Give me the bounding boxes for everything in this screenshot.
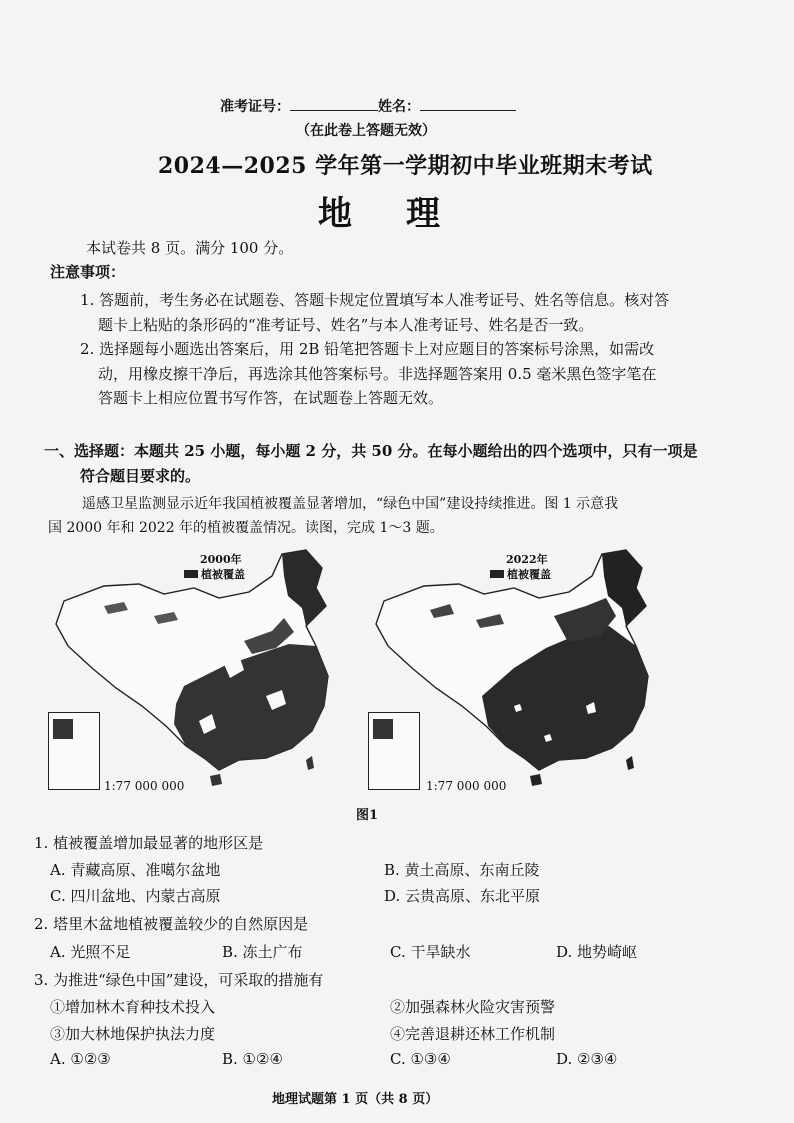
- map-2022-scale: 1:77 000 000: [426, 779, 507, 793]
- notice-item2-line1: 2. 选择题每小题选出答案后，用 2B 铅笔把答题卡上对应题目的答案标号涂黑，如需改: [80, 340, 655, 358]
- exam-title: 2024—2025 学年第一学期初中毕业班期末考试: [158, 153, 653, 179]
- question-1-option-d[interactable]: D. 云贵高原、东北平原: [384, 887, 541, 905]
- question-3-measure-2: ②加强森林火险灾害预警: [390, 998, 556, 1016]
- exam-id-blank: [290, 96, 378, 111]
- notice-item2-line2: 动，用橡皮擦干净后，再选涂其他答案标号。非选择题答案用 0.5 毫米黑色签字笔在: [98, 365, 657, 383]
- page-footer: 地理试题第 1 页（共 8 页）: [272, 1092, 439, 1107]
- question-3-measure-3: ③加大林地保护执法力度: [50, 1025, 216, 1043]
- question-3-measure-4: ④完善退耕还林工作机制: [390, 1025, 556, 1043]
- subject-title: 地 理: [318, 194, 450, 234]
- notice-item1-line1: 1. 答题前，考生务必在试题卷、答题卡规定位置填写本人准考证号、姓名等信息。核对答: [80, 291, 670, 309]
- exam-id-label: 准考证号：: [220, 99, 290, 115]
- exam-id-row: [220, 96, 516, 116]
- map-2000-year: 2000年: [200, 553, 242, 566]
- notice-item1-line2: 题卡上粘贴的条形码的“准考证号、姓名”与本人准考证号、姓名是否一致。: [98, 316, 594, 334]
- question-3-option-b[interactable]: B. ①②④: [222, 1050, 283, 1068]
- question-2-stem: 2. 塔里木盆地植被覆盖较少的自然原因是: [34, 915, 309, 933]
- question-1-option-b[interactable]: B. 黄土高原、东南丘陵: [384, 861, 540, 879]
- south-china-sea-inset-2022: [368, 712, 420, 790]
- passage-line1: 遥感卫星监测显示近年我国植被覆盖显著增加，“绿色中国”建设持续推进。图 1 示意我: [82, 496, 619, 512]
- question-2-option-b[interactable]: B. 冻土广布: [222, 943, 303, 961]
- question-3-option-a[interactable]: A. ①②③: [50, 1050, 111, 1068]
- legend-swatch-2022: [490, 570, 504, 578]
- question-1-option-c[interactable]: C. 四川盆地、内蒙古高原: [50, 887, 221, 905]
- notice-item2-line3: 答题卡上相应位置书写作答，在试题卷上答题无效。: [98, 389, 444, 407]
- question-3-measure-1: ①增加林木育种技术投入: [50, 998, 216, 1016]
- question-2-option-a[interactable]: A. 光照不足: [50, 943, 131, 961]
- map-2022-year: 2022年: [506, 553, 548, 566]
- question-3-stem: 3. 为推进“绿色中国”建设，可采取的措施有: [34, 971, 324, 989]
- map-2000-legend: [184, 566, 245, 582]
- section1-heading-line2: 符合题目要求的。: [80, 467, 201, 485]
- name-blank: [420, 96, 516, 111]
- notice-heading: 注意事项：: [50, 263, 126, 281]
- question-3-option-d[interactable]: D. ②③④: [556, 1050, 618, 1068]
- question-1-stem: 1. 植被覆盖增加最显著的地形区是: [34, 834, 264, 852]
- name-label: 姓名：: [378, 99, 420, 115]
- question-2-option-c[interactable]: C. 干旱缺水: [390, 943, 471, 961]
- passage-line2: 国 2000 年和 2022 年的植被覆盖情况。读图，完成 1～3 题。: [48, 520, 444, 536]
- inset-land-2022: [373, 719, 393, 739]
- map-2000-scale: 1:77 000 000: [104, 779, 185, 793]
- question-3-option-c[interactable]: C. ①③④: [390, 1050, 451, 1068]
- map-2022-legend-label: 植被覆盖: [507, 568, 551, 581]
- intro-text: 本试卷共 8 页。满分 100 分。: [86, 239, 294, 257]
- question-1-option-a[interactable]: A. 青藏高原、准噶尔盆地: [50, 861, 221, 879]
- invalid-note: （在此卷上答题无效）: [296, 123, 436, 139]
- inset-land-2000: [53, 719, 73, 739]
- map-2000-legend-label: 植被覆盖: [201, 568, 245, 581]
- map-2022-legend: [490, 566, 551, 582]
- south-china-sea-inset-2000: [48, 712, 100, 790]
- section1-heading: 一、选择题：本题共 25 小题，每小题 2 分，共 50 分。在每小题给出的四个选项中，只有一项是: [44, 442, 698, 460]
- figure-caption: 图1: [356, 808, 379, 823]
- legend-swatch-2000: [184, 570, 198, 578]
- question-2-option-d[interactable]: D. 地势崎岖: [556, 943, 638, 961]
